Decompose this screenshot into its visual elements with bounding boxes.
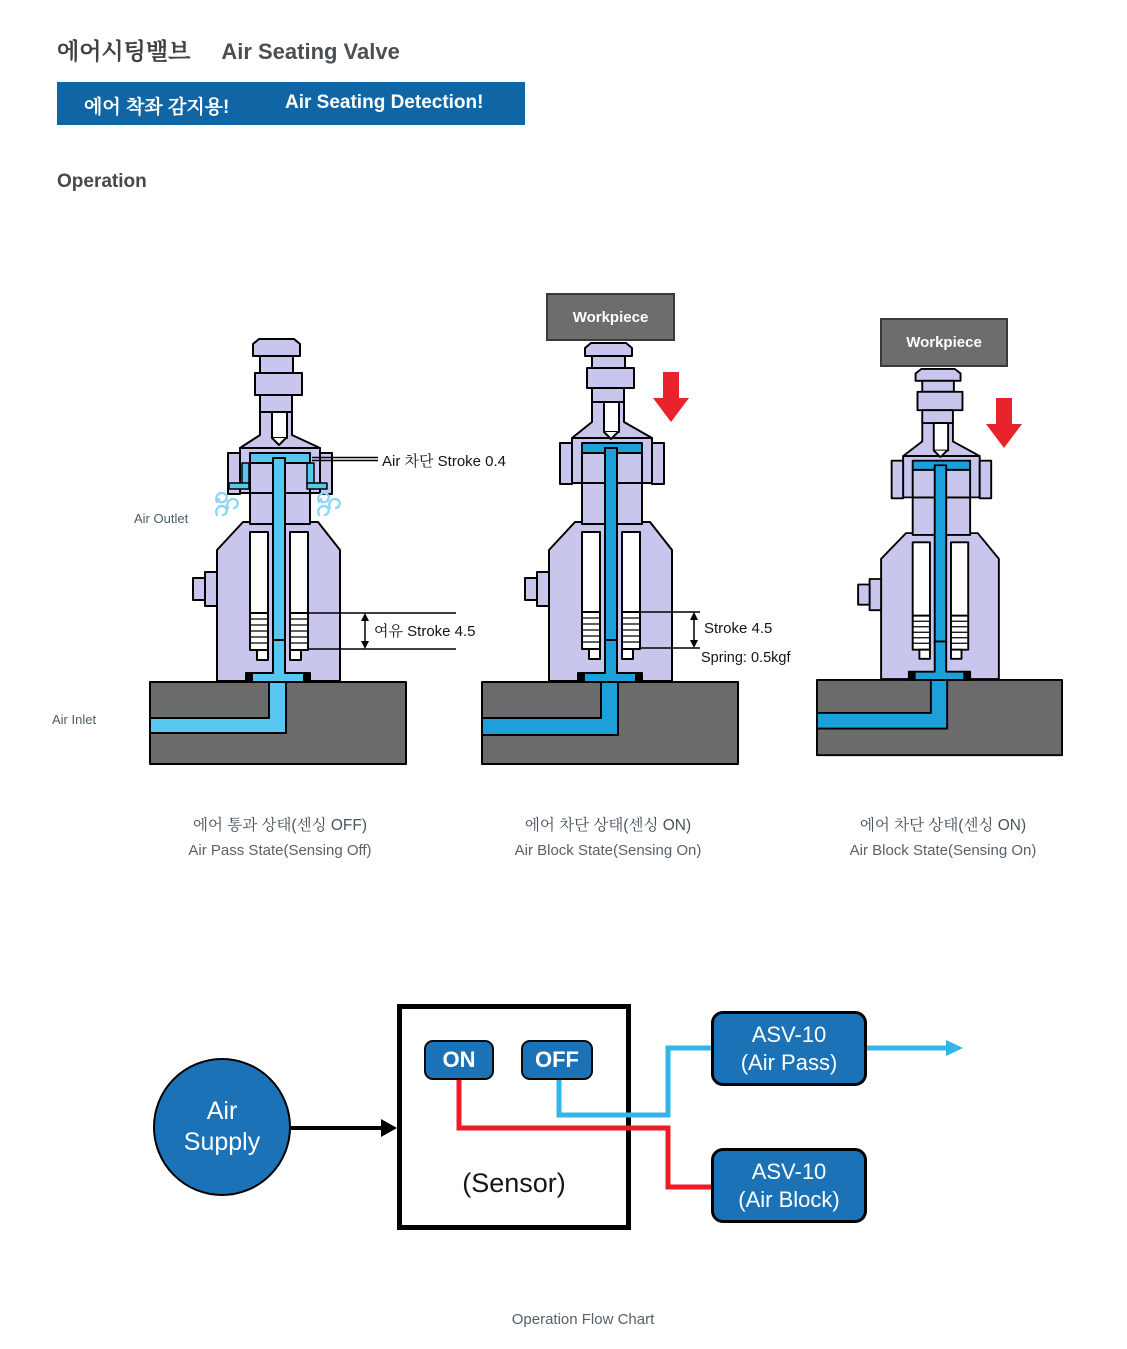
banner-text-english: Air Seating Detection! xyxy=(285,92,484,113)
air-block-stroke-label: Air 차단 Stroke 0.4 xyxy=(382,453,507,470)
air-supply-label-line1: Air xyxy=(206,1097,238,1125)
page-title-english: Air Seating Valve xyxy=(221,39,400,64)
state-caption-air-block-1 xyxy=(448,813,768,859)
workpiece-label: Workpiece xyxy=(572,308,649,326)
asv-pass-label-line1: ASV-10 xyxy=(751,1021,827,1047)
page-title xyxy=(57,33,400,66)
off-node: OFF xyxy=(521,1040,593,1080)
outlet-swirl-right-icon xyxy=(318,493,339,515)
asv-block-label-line1: ASV-10 xyxy=(751,1158,827,1184)
valve-diagram-air-pass xyxy=(149,336,407,766)
stroke-label: Stroke 4.5 xyxy=(704,620,773,637)
plunger-cap xyxy=(253,339,300,356)
state-caption-english: Air Pass State(Sensing Off) xyxy=(188,842,372,859)
state-caption-korean: 에어 통과 상태(센싱 OFF) xyxy=(192,817,368,834)
air-outlet-label: Air Outlet xyxy=(134,511,189,526)
workpiece-label: Workpiece xyxy=(906,334,982,351)
sensor-label: (Sensor) xyxy=(462,1168,566,1198)
on-node: ON xyxy=(424,1040,494,1080)
air-inlet-label: Air Inlet xyxy=(52,712,97,727)
asv-air-pass-node xyxy=(711,1011,867,1086)
state-caption-korean: 에어 차단 상태(센싱 ON) xyxy=(524,817,692,834)
plunger-stem1 xyxy=(260,356,293,373)
workpiece-box-1 xyxy=(546,293,675,341)
free-stroke-label: 여유 Stroke 4.5 xyxy=(374,623,476,640)
plunger-rib xyxy=(255,373,302,395)
workpiece-box-2 xyxy=(880,318,1008,367)
state-caption-english: Air Block State(Sensing On) xyxy=(514,842,702,859)
valve-diagram-air-block-1 xyxy=(481,342,739,766)
plunger-stem2 xyxy=(260,395,292,412)
section-heading-operation: Operation xyxy=(57,171,147,192)
spring-label: Spring: 0.5kgf xyxy=(701,650,791,666)
state-caption-air-pass xyxy=(120,813,440,859)
highlight-banner xyxy=(57,82,525,125)
side-bolt xyxy=(205,572,217,606)
air-supply-node xyxy=(153,1058,291,1196)
state-caption-korean: 에어 차단 상태(센싱 ON) xyxy=(859,817,1027,834)
state-caption-air-block-2 xyxy=(783,813,1103,859)
asv-pass-label-line2: (Air Pass) xyxy=(740,1049,838,1075)
bore-left xyxy=(250,532,268,613)
banner-text-korean: 에어 착좌 감지용! xyxy=(84,97,230,118)
valve-diagram-air-block-2 xyxy=(816,368,1063,757)
state-caption-english: Air Block State(Sensing On) xyxy=(849,842,1037,859)
bore-right xyxy=(290,532,308,613)
asv-air-block-node xyxy=(711,1148,867,1223)
outlet-swirl-left-icon xyxy=(216,493,237,515)
pin-bore xyxy=(272,412,287,438)
supply-arrow xyxy=(291,1119,397,1137)
air-stem-open xyxy=(273,458,285,642)
flow-chart-caption: Operation Flow Chart xyxy=(511,1311,655,1328)
page-title-korean: 에어시팅밸브 xyxy=(57,38,191,64)
air-supply-label-line2: Supply xyxy=(183,1128,261,1156)
asv-block-label-line2: (Air Block) xyxy=(738,1186,840,1212)
